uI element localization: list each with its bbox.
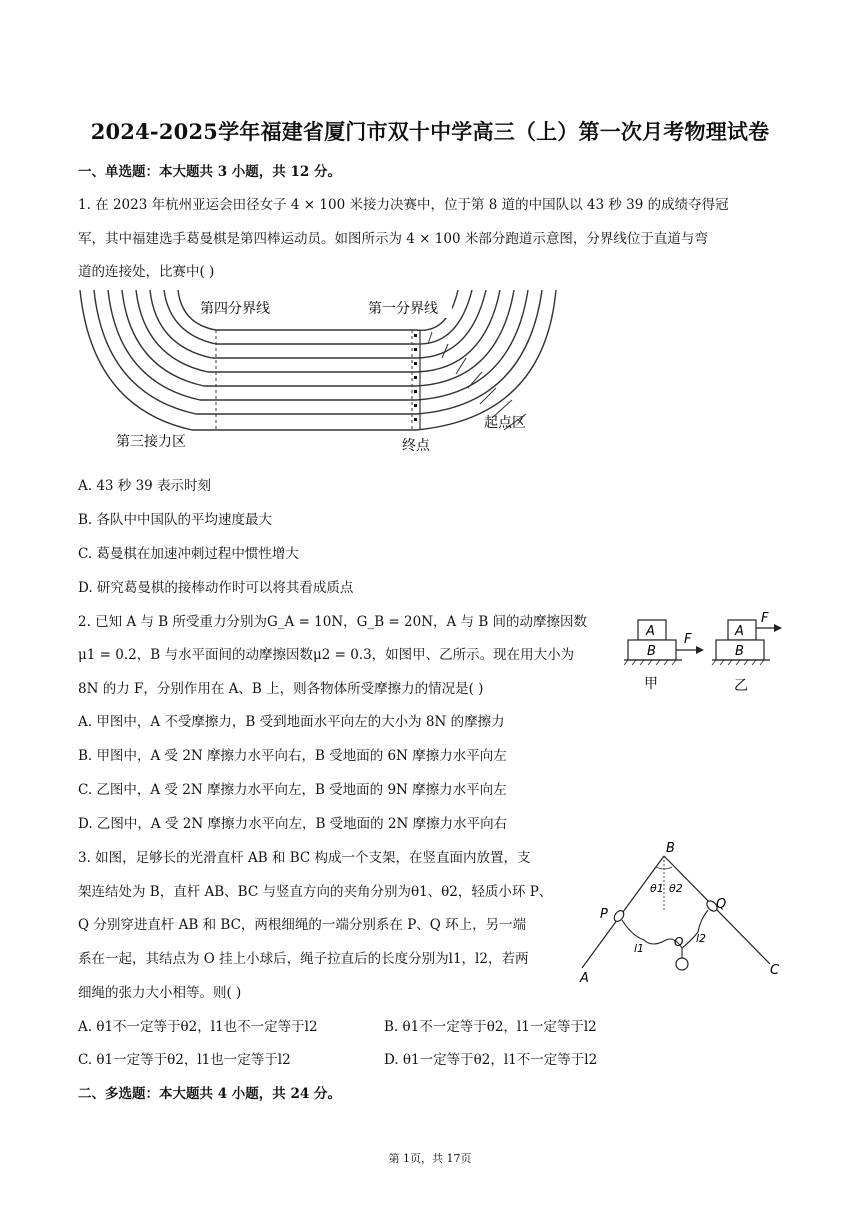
label-third-zone: 第三接力区	[116, 434, 186, 450]
label-theta1: θ1	[650, 882, 664, 895]
label-l1: l1	[634, 942, 645, 955]
label-yi-f: F	[761, 611, 769, 626]
label-jia-f: F	[684, 632, 692, 647]
q2-option-d: D. 乙图中，A 受 2N 摩擦力水平向左，B 受地面的 2N 摩擦力水平向右	[78, 816, 508, 832]
label-p: P	[600, 907, 608, 922]
label-l2: l2	[696, 932, 707, 945]
label-yi-b: B	[735, 644, 744, 659]
label-a: A	[580, 971, 589, 986]
label-jia-a: A	[646, 624, 655, 639]
q3-line-3: Q 分别穿进直杆 AB 和 BC，两根细绳的一端分别系在 P、Q 环上，另一端	[78, 917, 527, 933]
q1-line-1: 1. 在 2023 年杭州亚运会田径女子 4 × 100 米接力决赛中，位于第 8 道的中国队以 43 秒 39 的成绩夺得冠	[78, 197, 729, 213]
label-fourth-line: 第四分界线	[200, 301, 270, 317]
q1-option-a: A. 43 秒 39 表示时刻	[78, 478, 212, 494]
q1-option-b: B. 各队中中国队的平均速度最大	[78, 512, 273, 528]
q3-line-4: 系在一起，其结点为 O 挂上小球后，绳子拉直后的长度分别为l1，l2，若两	[78, 951, 529, 967]
q2-blocks-figure	[624, 610, 788, 700]
q3-line-1: 3. 如图，足够长的光滑直杆 AB 和 BC 构成一个支架，在竖直面内放置，支	[78, 850, 531, 866]
q2-option-c: C. 乙图中，A 受 2N 摩擦力水平向左，B 受地面的 9N 摩擦力水平向左	[78, 782, 507, 798]
q1-option-c: C. 葛曼棋在加速冲刺过程中惯性增大	[78, 546, 299, 562]
q2-line-3: 8N 的力 F，分别作用在 A、B 上，则各物体所受摩擦力的情况是( )	[78, 681, 484, 697]
label-jia: 甲	[644, 676, 658, 692]
section-heading-single: 一、单选题：本大题共 3 小题，共 12 分。	[78, 164, 341, 180]
label-yi: 乙	[734, 678, 748, 694]
q3-option-b: B. θ1不一定等于θ2，l1一定等于l2	[384, 1019, 597, 1035]
label-theta2: θ2	[669, 882, 683, 895]
label-o: O	[674, 935, 684, 949]
label-q: Q	[716, 897, 727, 912]
label-yi-a: A	[735, 624, 744, 639]
q3-option-c: C. θ1一定等于θ2，l1也一定等于l2	[78, 1052, 291, 1068]
q1-line-2: 军，其中福建选手葛曼棋是第四棒运动员。如图所示为 4 × 100 米部分跑道示意图，分界线位于直道与弯	[78, 231, 708, 247]
label-b: B	[666, 841, 675, 856]
q1-line-3: 道的连接处，比赛中( )	[78, 264, 215, 280]
label-start-zone: 起点区	[484, 415, 526, 431]
page-footer: 第 1页，共 17页	[388, 1152, 472, 1165]
q2-line-1: 2. 已知 A 与 B 所受重力分别为G_A = 10N，G_B = 20N，A 与 B 间的动摩擦因数	[78, 614, 588, 630]
q2-option-b: B. 甲图中，A 受 2N 摩擦力水平向右，B 受地面的 6N 摩擦力水平向左	[78, 748, 507, 764]
q2-option-a: A. 甲图中，A 不受摩擦力，B 受到地面水平向左的大小为 8N 的摩擦力	[78, 714, 505, 730]
label-jia-b: B	[647, 644, 656, 659]
label-first-line: 第一分界线	[368, 301, 438, 317]
q3-option-d: D. θ1一定等于θ2，l1不一定等于l2	[384, 1052, 598, 1068]
q3-line-5: 细绳的张力大小相等。则( )	[78, 985, 242, 1001]
label-finish: 终点	[402, 438, 430, 454]
q2-line-2: μ1 = 0.2，B 与水平面间的动摩擦因数μ2 = 0.3，如图甲、乙所示。现在用大小为	[78, 647, 575, 663]
page-title: 2024-2025学年福建省厦门市双十中学高三（上）第一次月考物理试卷	[90, 119, 770, 144]
label-c: C	[770, 963, 780, 978]
section-heading-multi: 二、多选题：本大题共 4 小题，共 24 分。	[78, 1086, 341, 1102]
q3-option-a: A. θ1不一定等于θ2，l1也不一定等于l2	[78, 1019, 318, 1035]
q3-line-2: 架连结处为 B，直杆 AB、BC 与竖直方向的夹角分别为θ1、θ2，轻质小环 P、	[78, 884, 553, 900]
q1-option-d: D. 研究葛曼棋的接棒动作时可以将其看成质点	[78, 580, 354, 596]
q3-bracket-figure	[574, 840, 790, 988]
q1-track-figure	[76, 290, 576, 460]
